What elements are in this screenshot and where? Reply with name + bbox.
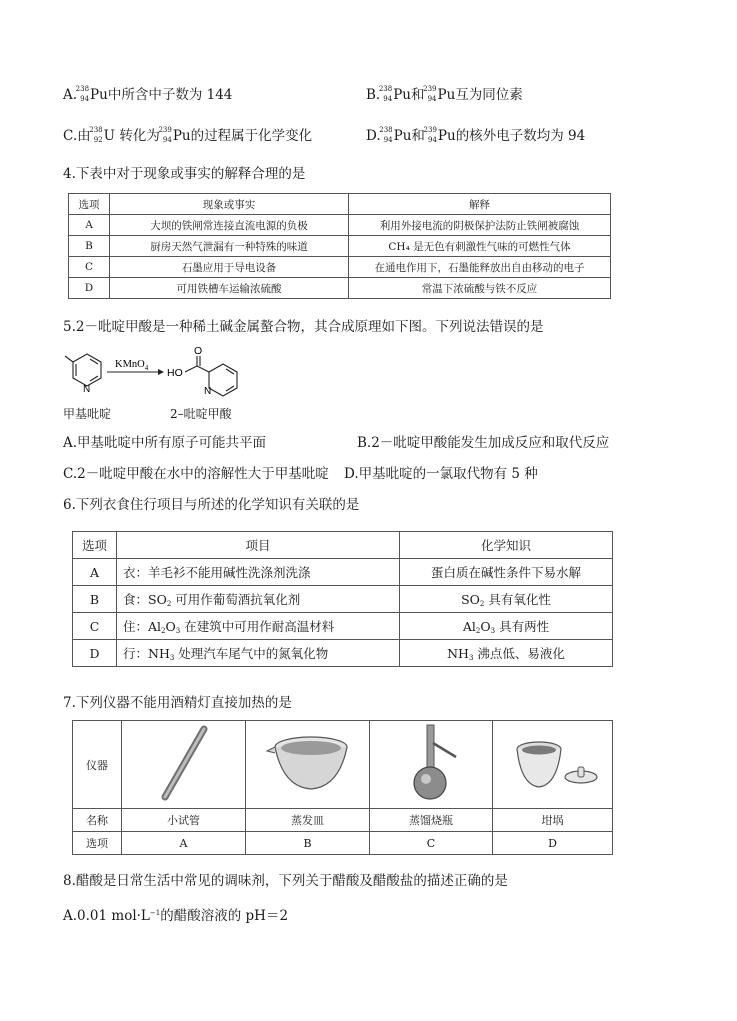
distilling-flask-image: [370, 721, 493, 809]
cell-option: D: [73, 640, 117, 667]
q6-table: [72, 531, 613, 667]
q3-option-b: B. 238 94 Pu和 239 94 Pu互为同位素: [366, 85, 523, 103]
q3-option-d: D. 238 94 Pu和 239 94 Pu的核外电子数均为 94: [366, 126, 586, 144]
cell-option: B: [73, 586, 117, 613]
header-option: 选项: [73, 532, 117, 559]
table-header-row: [69, 194, 611, 215]
cell-option: A: [69, 215, 110, 236]
crucible-icon: [503, 723, 603, 803]
q8-stem: 8.醋酸是日常生活中常见的调味剂，下列关于醋酸及醋酸盐的描述正确的是: [63, 873, 508, 889]
cell-option: A: [73, 559, 117, 586]
cell-explanation: CH₄ 是无色有刺激性气味的可燃性气体: [349, 236, 611, 257]
cell-phenomenon: 厨房天然气泄漏有一种特殊的味道: [110, 236, 349, 257]
test-tube-icon: [149, 723, 219, 803]
apparatus-name: 蒸发皿: [246, 809, 370, 832]
distilling-flask-icon: [396, 721, 466, 805]
n-atom-right: N: [204, 386, 212, 397]
cell-item: 衣：羊毛衫不能用碱性洗涤剂洗涤: [117, 559, 400, 586]
cell-option: B: [69, 236, 110, 257]
row-label-apparatus: 仪器: [73, 721, 122, 809]
q5-option-b: B.2－吡啶甲酸能发生加成反应和取代反应: [357, 435, 610, 451]
reaction-scheme: [63, 342, 323, 404]
q5-option-a: A.甲基吡啶中所有原子可能共平面: [63, 435, 267, 451]
crucible-image: [493, 721, 613, 809]
header-knowledge: 化学知识: [400, 532, 613, 559]
cell-phenomenon: 大坝的铁闸常连接直流电源的负极: [110, 215, 349, 236]
option-row: [73, 832, 613, 855]
picolinic-acid-label: 2–吡啶甲酸: [170, 407, 232, 421]
cell-explanation: 在通电作用下，石墨能释放出自由移动的电子: [349, 257, 611, 278]
header-item: 项目: [117, 532, 400, 559]
apparatus-option: A: [122, 832, 246, 855]
table-row: [69, 215, 611, 236]
table-row: [73, 586, 613, 613]
apparatus-option: B: [246, 832, 370, 855]
apparatus-option: C: [370, 832, 493, 855]
table-row: [73, 559, 613, 586]
header-option: 选项: [69, 194, 110, 215]
q7-stem: 7.下列仪器不能用酒精灯直接加热的是: [63, 695, 292, 711]
table-row: [69, 278, 611, 299]
q5-option-d: D.甲基吡啶的一氯取代物有 5 种: [344, 466, 538, 482]
test-tube-image: [122, 721, 246, 809]
table-row: [73, 640, 613, 667]
cell-phenomenon: 石墨应用于导电设备: [110, 257, 349, 278]
row-label-name: 名称: [73, 809, 122, 832]
cell-explanation: 利用外接电流的阴极保护法防止铁闸被腐蚀: [349, 215, 611, 236]
oh-label: HO: [167, 367, 183, 379]
n-atom-left: N: [83, 384, 91, 395]
cell-option: C: [73, 613, 117, 640]
apparatus-row: [73, 721, 613, 809]
apparatus-name: 蒸馏烧瓶: [370, 809, 493, 832]
q4-stem: 4.下表中对于现象或事实的解释合理的是: [63, 166, 306, 182]
cell-option: D: [69, 278, 110, 299]
apparatus-name: 小试管: [122, 809, 246, 832]
methylpyridine-label: 甲基吡啶: [63, 407, 112, 421]
apparatus-option: D: [493, 832, 613, 855]
cell-explanation: 常温下浓硫酸与铁不反应: [349, 278, 611, 299]
cell-option: C: [69, 257, 110, 278]
table-row: [69, 257, 611, 278]
header-explanation: 解释: [349, 194, 611, 215]
header-phenomenon: 现象或事实: [110, 194, 349, 215]
table-row: [69, 236, 611, 257]
cell-item: 食：SO2 可用作葡萄酒抗氧化剂: [117, 586, 400, 613]
cell-item: 住：Al2O3 在建筑中可用作耐高温材料: [117, 613, 400, 640]
reagent-label: KMnO$_4$: [115, 359, 149, 372]
name-row: [73, 809, 613, 832]
q5-option-c: C.2－吡啶甲酸在水中的溶解性大于甲基吡啶: [63, 466, 329, 482]
cell-knowledge: 蛋白质在碱性条件下易水解: [400, 559, 613, 586]
cell-knowledge: SO2 具有氧化性: [400, 586, 613, 613]
cell-phenomenon: 可用铁槽车运输浓硫酸: [110, 278, 349, 299]
table-header-row: [73, 532, 613, 559]
methylpyridine-structure: [65, 354, 101, 386]
q3-option-c: C.由 238 92 U 转化为 239 94 Pu的过程属于化学变化: [63, 126, 313, 144]
q7-table: [72, 720, 613, 855]
q5-stem: 5.2－吡啶甲酸是一种稀土碱金属螯合物，其合成原理如下图。下列说法错误的是: [63, 319, 544, 335]
row-label-option: 选项: [73, 832, 122, 855]
q6-stem: 6.下列衣食住行项目与所述的化学知识有关联的是: [63, 497, 360, 513]
o-label: O: [194, 345, 203, 357]
cell-knowledge: NH3 沸点低、易液化: [400, 640, 613, 667]
q3-option-a: A. 238 94 Pu中所含中子数为 144: [63, 85, 233, 103]
apparatus-name: 坩埚: [493, 809, 613, 832]
evaporating-dish-icon: [263, 723, 353, 803]
cell-item: 行：NH3 处理汽车尾气中的氮氧化物: [117, 640, 400, 667]
table-row: [73, 613, 613, 640]
evaporating-dish-image: [246, 721, 370, 809]
q8-option-a: A.0.01 $mol\cdot L^{-1}$的醋酸溶液的 pH＝2: [63, 908, 289, 924]
cell-knowledge: Al2O3 具有两性: [400, 613, 613, 640]
q4-table: [68, 193, 611, 299]
